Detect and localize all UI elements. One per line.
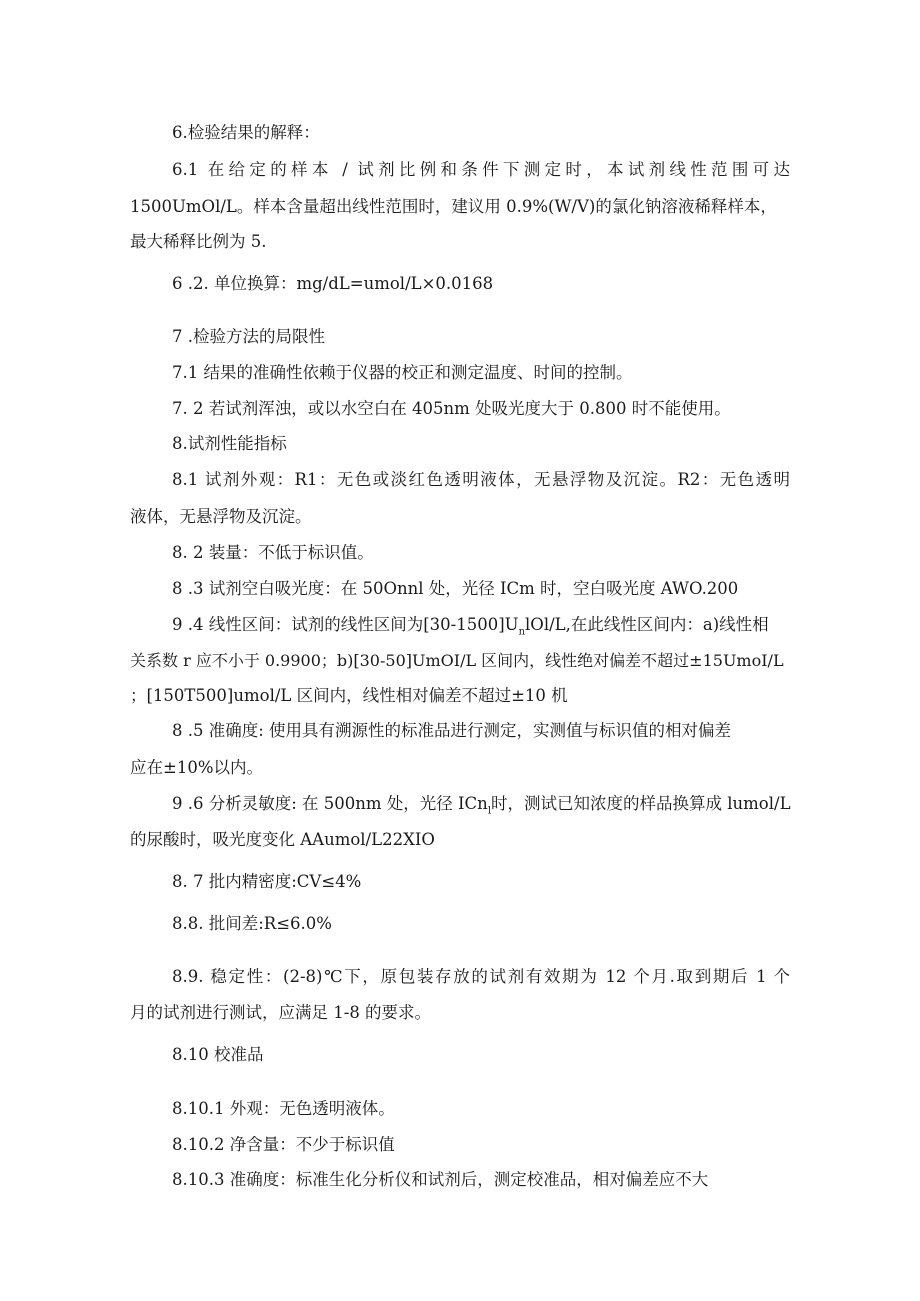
heading-7: 7 .检验方法的局限性 — [172, 327, 325, 346]
para-8-1-line-1: 8.1 试剂外观：R1：无色或淡红色透明液体，无悬浮物及沉淀。R2：无色透明 — [172, 470, 790, 489]
para-8-4-line-1: 9 .4 线性区间：试剂的线性区间为$[30-1500]U_nlOl/L$,在此线性区间内：a)线性相 — [172, 615, 769, 638]
para-7-1: 7.1 结果的准确性依赖于仪器的校正和测定温度、时间的控制。 — [172, 363, 633, 382]
para-8-10-3: 8.10.3 准确度：标准生化分析仪和试剂后，测定校准品，相对偏差应不大 — [172, 1170, 709, 1189]
para-8-9-line-2: 月的试剂进行测试，应满足 1-8 的要求。 — [130, 1003, 432, 1022]
para-6-1-line-1: 6.1 在给定的样本 / 试剂比例和条件下测定时，本试剂线性范围可达 — [172, 160, 790, 179]
para-8-5-line-1: 8 .5 准确度: 使用具有溯源性的标准品进行测定，实测值与标识值的相对偏差 — [172, 721, 732, 740]
para-6-1-line-3: 最大稀释比例为 5. — [130, 232, 267, 251]
para-8-4-line-2: 关系数 r 应不小于 0.9900；b)[30-50]UmOI/L 区间内，线性绝对偏差不超过±15UmoI/L — [130, 651, 784, 670]
para-8-7: 8. 7 批内精密度:CV≤4% — [172, 872, 362, 891]
para-8-4-line-3: ；[150T500]umol/L 区间内，线性相对偏差不超过±10 机 — [130, 686, 568, 705]
para-8-8: 8.8. 批间差:R≤6.0% — [172, 914, 332, 933]
para-6-1-line-2: 1500UmOl/L。样本含量超出线性范围时，建议用 0.9%(W/V)的氯化钠溶液稀释样本， — [130, 197, 777, 216]
para-6-2: 6 .2. 单位换算：mg/dL=umol/L×0.0168 — [172, 274, 494, 293]
para-8-3: 8 .3 试剂空白吸光度：在 50Onnl 处，光径 ICm 时，空白吸光度 AWO.200 — [172, 579, 739, 598]
para-8-1-line-2: 液体，无悬浮物及沉淀。 — [130, 507, 312, 526]
heading-8-10: 8.10 校准品 — [172, 1045, 264, 1064]
para-8-2: 8. 2 装量：不低于标识值。 — [172, 543, 374, 562]
para-8-5-line-2: 应在±10%以内。 — [130, 758, 263, 777]
heading-8: 8.试剂性能指标 — [172, 434, 287, 453]
para-7-2: 7. 2 若试剂浑浊，或以水空白在 405nm 处吸光度大于 0.800 时不能使用。 — [172, 399, 731, 418]
para-8-10-1: 8.10.1 外观：无色透明液体。 — [172, 1099, 395, 1118]
para-8-6-line-1: 9 .6 分析灵敏度: 在 500nm 处，光径 ICn$_l$时，测试已知浓度的样品换算成 lumol/L — [172, 794, 791, 817]
heading-6: 6.检验结果的解释： — [172, 123, 320, 142]
para-8-10-2: 8.10.2 净含量：不少于标识值 — [172, 1135, 395, 1154]
para-8-6-line-2: 的尿酸时，吸光度变化 AAumol/L22XIO — [130, 830, 435, 849]
para-8-9-line-1: 8.9. 稳定性：(2-8)℃下，原包装存放的试剂有效期为 12 个月.取到期后 1 个 — [172, 967, 790, 986]
